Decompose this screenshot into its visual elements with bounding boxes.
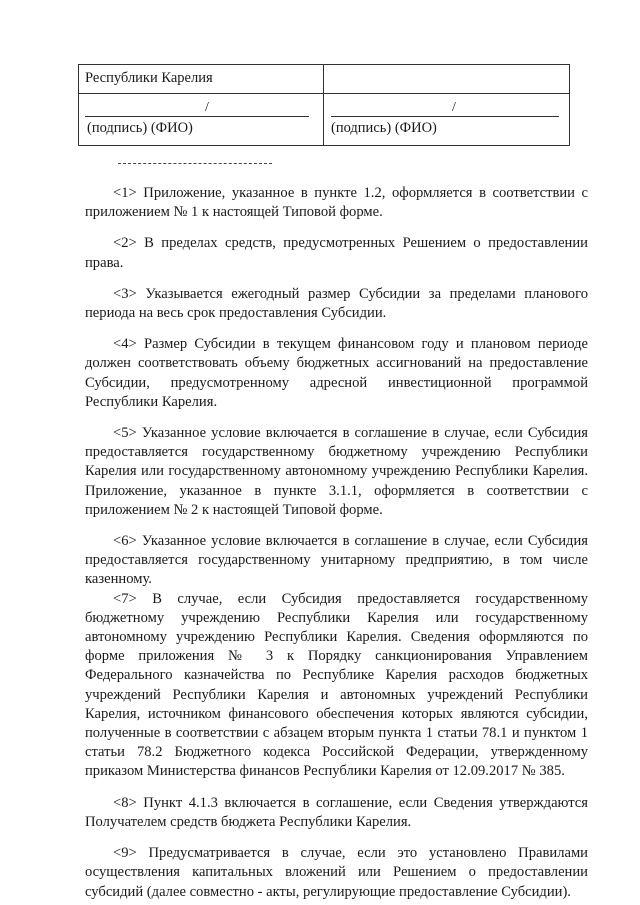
- signature-table: [78, 64, 570, 146]
- left-signature-slash: /: [205, 100, 209, 115]
- footnote-separator: [118, 163, 272, 164]
- table-row-divider: [79, 93, 569, 94]
- footnote-5: <5> Указанное условие включается в соглашение в случае, если Субсидия предоставляется государственному бюджетному учреждению Республики Карелия или государственному автономному учреждению Республики Карелия. Приложение, указанное в пункте 3.1.1, оформляется в соответствии с приложением № 2 к настоящей Типовой форме.: [85, 425, 588, 518]
- footnote-7: <7> В случае, если Субсидия предоставляется государственному бюджетному учреждению Республики Карелия или государственному автономному учреждению Республики Карелия. Сведения оформляются по форме приложения № 3 к Порядку санкционирования Управлением Федерального казначейства по Республике Карелия расходов бюджетных учреждений Республики Карелия и автономных учреждений Республики Карелия, источником финансового обеспечения которых являются субсидии, полученные в соответствии с абзацем вторым пункта 1 статьи 78.1 и пунктом 1 статьи 78.2 Бюджетного кодекса Российской Федерации, утвержденному приказом Министерства финансов Республики Карелия от 12.09.2017 № 385.: [85, 590, 588, 780]
- right-signature-slash: /: [452, 100, 456, 115]
- footnote-1: <1> Приложение, указанное в пункте 1.2, оформляется в соответствии с приложением № 1 к настоящей Типовой форме.: [85, 185, 588, 221]
- footnote-8: <8> Пункт 4.1.3 включается в соглашение, если Сведения утверждаются Получателем средств бюджета Республики Карелия.: [85, 794, 588, 830]
- footnotes: [85, 184, 588, 902]
- table-column-divider: [323, 65, 324, 145]
- right-signature-line: [331, 116, 559, 117]
- left-signature-caption: (подпись) (ФИО): [87, 120, 193, 136]
- footnote-2: <2> В пределах средств, предусмотренных Решением о предоставлении права.: [85, 235, 588, 271]
- left-org-name: Республики Карелия: [85, 70, 213, 86]
- footnote-3: <3> Указывается ежегодный размер Субсидии за пределами планового периода на весь срок предоставления Субсидии.: [85, 285, 588, 322]
- right-signature-caption: (подпись) (ФИО): [331, 120, 437, 136]
- left-signature-line: [85, 116, 309, 117]
- footnote-4: <4> Размер Субсидии в текущем финансовом году и плановом периоде должен соответствовать объему бюджетных ассигнований на предоставление Субсидии, предусмотренному адресной инвестиционной программой Республики Карелия.: [85, 336, 588, 410]
- footnote-9: <9> Предусматривается в случае, если это установлено Правилами осуществления капитальных вложений или Решением о предоставлении субсидий (далее совместно - акты, регулирующие предоставление Субсидии).: [85, 845, 588, 900]
- footnote-6: <6> Указанное условие включается в соглашение в случае, если Субсидия предоставляется государственному унитарному предприятию, в том числе казенному.: [85, 533, 588, 588]
